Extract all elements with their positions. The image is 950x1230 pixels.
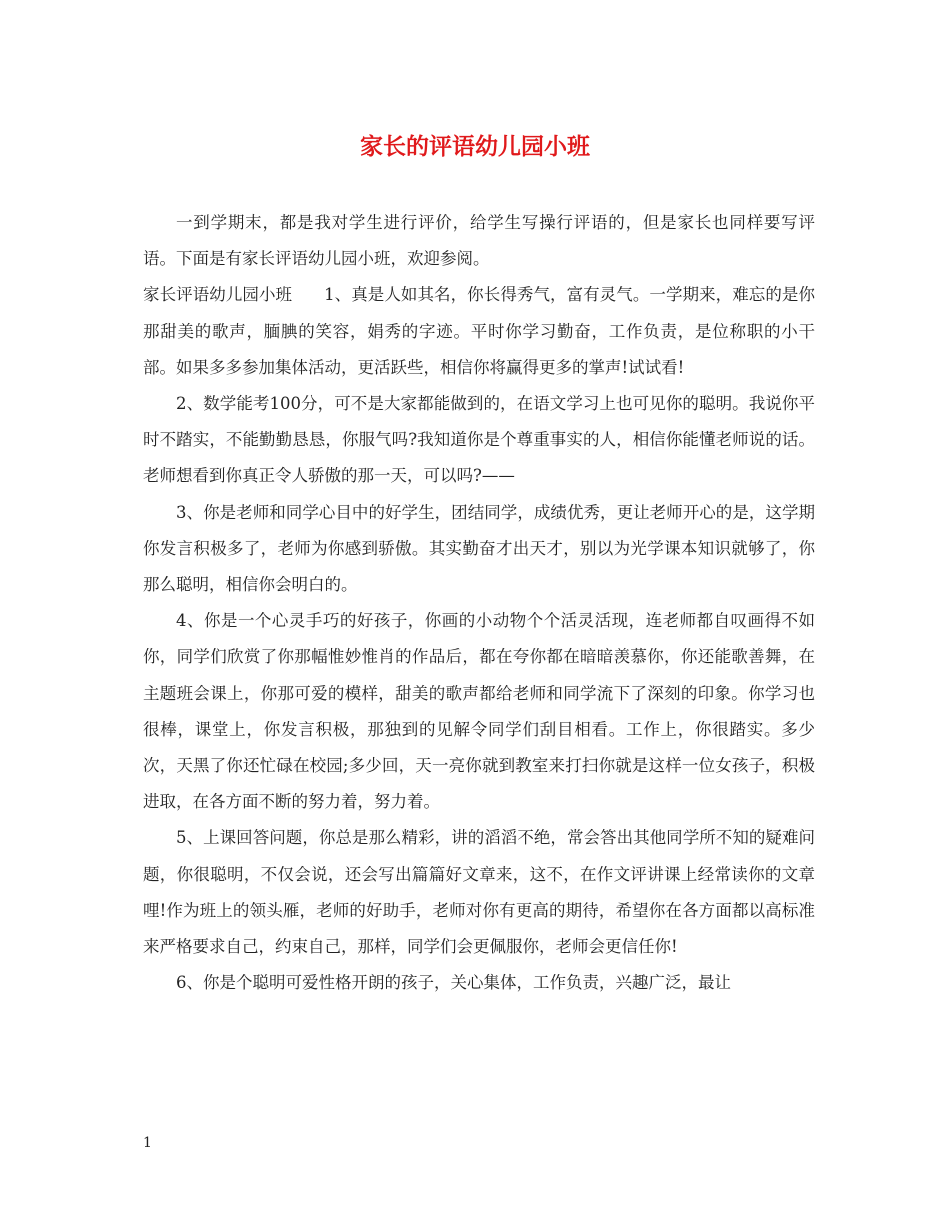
comment-1: 1、真是人如其名，你长得秀气，富有灵气。一学期来，难忘的是你那甜美的歌声，腼腆的笑容，娟秀的字迹。平时你学习勤奋，工作负责，是位称职的小干部。如果多多参加集体活动，更活跃些，相信你将赢得更多的掌声!试试看! [143,285,815,377]
page-number: 1 [143,1135,152,1151]
comment-6: 6、你是个聪明可爱性格开朗的孩子，关心集体，工作负责，兴趣广泛，最让 [176,973,731,993]
document-body [143,205,815,1001]
intro-paragraph: 一到学期末，都是我对学生进行评价，给学生写操行评语的，但是家长也同样要写评语。下面是有家长评语幼儿园小班，欢迎参阅。 [143,213,815,269]
section-heading: 家长评语幼儿园小班 [143,285,293,305]
comment-5: 5、上课回答问题，你总是那么精彩，讲的滔滔不绝，常会答出其他同学所不知的疑难问题，你很聪明，不仅会说，还会写出篇篇好文章来，这不，在作文评讲课上经常读你的文章哩!作为班上的领头雁，老师的好助手，老师对你有更高的期待，希望你在各方面都以高标准来严格要求自己，约束自己，那样，同学们会更佩服你，老师会更信任你! [143,828,815,957]
comment-4: 4、你是一个心灵手巧的好孩子，你画的小动物个个活灵活现，连老师都自叹画得不如你，同学们欣赏了你那幅惟妙惟肖的作品后，都在夸你都在暗暗羡慕你，你还能歌善舞，在主题班会课上，你那可爱的模样，甜美的歌声都给老师和同学流下了深刻的印象。你学习也很棒，课堂上，你发言积极，那独到的见解令同学们刮目相看。工作上，你很踏实。多少次，天黑了你还忙碌在校园;多少回，天一亮你就到教室来打扫你就是这样一位女孩子，积极进取，在各方面不断的努力着，努力着。 [143,611,815,812]
comment-2: 2、数学能考100分，可不是大家都能做到的，在语文学习上也可见你的聪明。我说你平时不踏实，不能勤勤恳恳，你服气吗?我知道你是个尊重事实的人，相信你能懂老师说的话。老师想看到你真正令人骄傲的那一天，可以吗?—— [143,394,815,486]
document-title: 家长的评语幼儿园小班 [360,133,590,160]
comment-3: 3、你是老师和同学心目中的好学生，团结同学，成绩优秀，更让老师开心的是，这学期你发言积极多了，老师为你感到骄傲。其实勤奋才出天才，别以为光学课本知识就够了，你那么聪明，相信你会明白的。 [143,502,815,595]
first-comment-paragraph [143,277,815,386]
